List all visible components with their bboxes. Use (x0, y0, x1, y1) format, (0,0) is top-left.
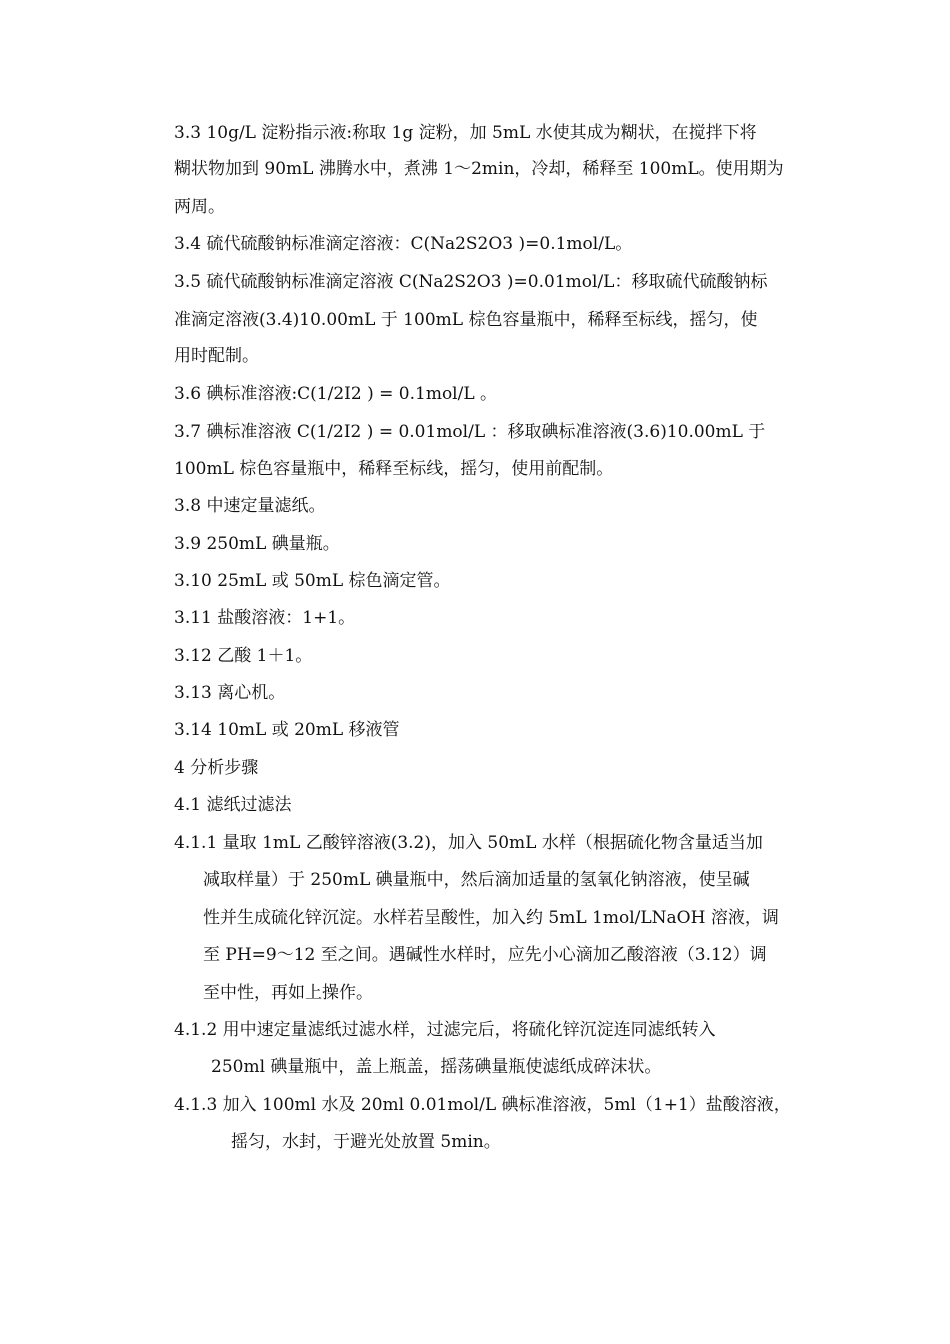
text-line-3-7-cont: 100mL 棕色容量瓶中，稀释至标线，摇匀，使用前配制。 (174, 459, 614, 479)
text-line-4-1-1-cont-2: 性并生成硫化锌沉淀。水样若呈酸性，加入约 5mL 1mol/LNaOH 溶液，调 (203, 908, 779, 928)
text-line-3-14: 3.14 10mL 或 20mL 移液管 (174, 720, 400, 740)
text-line-3-10: 3.10 25mL 或 50mL 棕色滴定管。 (174, 571, 451, 591)
text-line-3-9: 3.9 250mL 碘量瓶。 (174, 534, 340, 554)
text-line-4-1-3: 4.1.3 加入 100ml 水及 20ml 0.01mol/L 碘标准溶液，5ml（1+1）盐酸溶液， (174, 1095, 791, 1115)
text-line-3-4: 3.4 硫代硫酸钠标准滴定溶液：C(Na2S2O3 )=0.1mol/L。 (174, 234, 633, 254)
text-line-3-11: 3.11 盐酸溶液：1+1。 (174, 608, 356, 628)
text-line-4-1-3-cont: 摇匀，水封，于避光处放置 5min。 (231, 1132, 501, 1152)
text-line-3-12: 3.12 乙酸 1＋1。 (174, 646, 313, 666)
text-line-3-5-end: 用时配制。 (174, 346, 259, 366)
text-line-3-6: 3.6 碘标准溶液:C(1/2I2 ) = 0.1mol/L 。 (174, 384, 498, 404)
text-line-3-3-cont: 糊状物加到 90mL 沸腾水中，煮沸 1～2min，冷却，稀释至 100mL。使用期为 (174, 159, 784, 179)
text-line-3-3-end: 两周。 (174, 197, 225, 217)
text-line-3-3: 3.3 10g/L 淀粉指示液:称取 1g 淀粉，加 5mL 水使其成为糊状，在搅拌下将 (174, 123, 757, 143)
text-line-3-5: 3.5 硫代硫酸钠标准滴定溶液 C(Na2S2O3 )=0.01mol/L：移取硫代硫酸钠标 (174, 272, 768, 292)
text-line-4-1-1-cont-1: 减取样量）于 250mL 碘量瓶中，然后滴加适量的氢氧化钠溶液，使呈碱 (203, 870, 750, 890)
text-line-4-1-2: 4.1.2 用中速定量滤纸过滤水样，过滤完后，将硫化锌沉淀连同滤纸转入 (174, 1020, 716, 1040)
section-heading-4: 4 分析步骤 (174, 758, 259, 778)
section-heading-4-1: 4.1 滤纸过滤法 (174, 795, 292, 815)
text-line-4-1-1-cont-3: 至 PH=9～12 至之间。遇碱性水样时，应先小心滴加乙酸溶液（3.12）调 (203, 945, 767, 965)
text-line-4-1-1-cont-4: 至中性，再如上操作。 (203, 983, 373, 1003)
text-line-3-13: 3.13 离心机。 (174, 683, 286, 703)
text-line-3-5-cont: 准滴定溶液(3.4)10.00mL 于 100mL 棕色容量瓶中，稀释至标线，摇匀，使 (174, 310, 758, 330)
text-line-4-1-2-cont: 250ml 碘量瓶中，盖上瓶盖，摇荡碘量瓶使滤纸成碎沫状。 (211, 1057, 662, 1077)
text-line-3-8: 3.8 中速定量滤纸。 (174, 496, 326, 516)
text-line-3-7: 3.7 碘标准溶液 C(1/2I2 ) = 0.01mol/L ：移取碘标准溶液(3.6)10.00mL 于 (174, 422, 766, 442)
text-line-4-1-1: 4.1.1 量取 1mL 乙酸锌溶液(3.2)，加入 50mL 水样（根据硫化物含量适当加 (174, 833, 763, 853)
